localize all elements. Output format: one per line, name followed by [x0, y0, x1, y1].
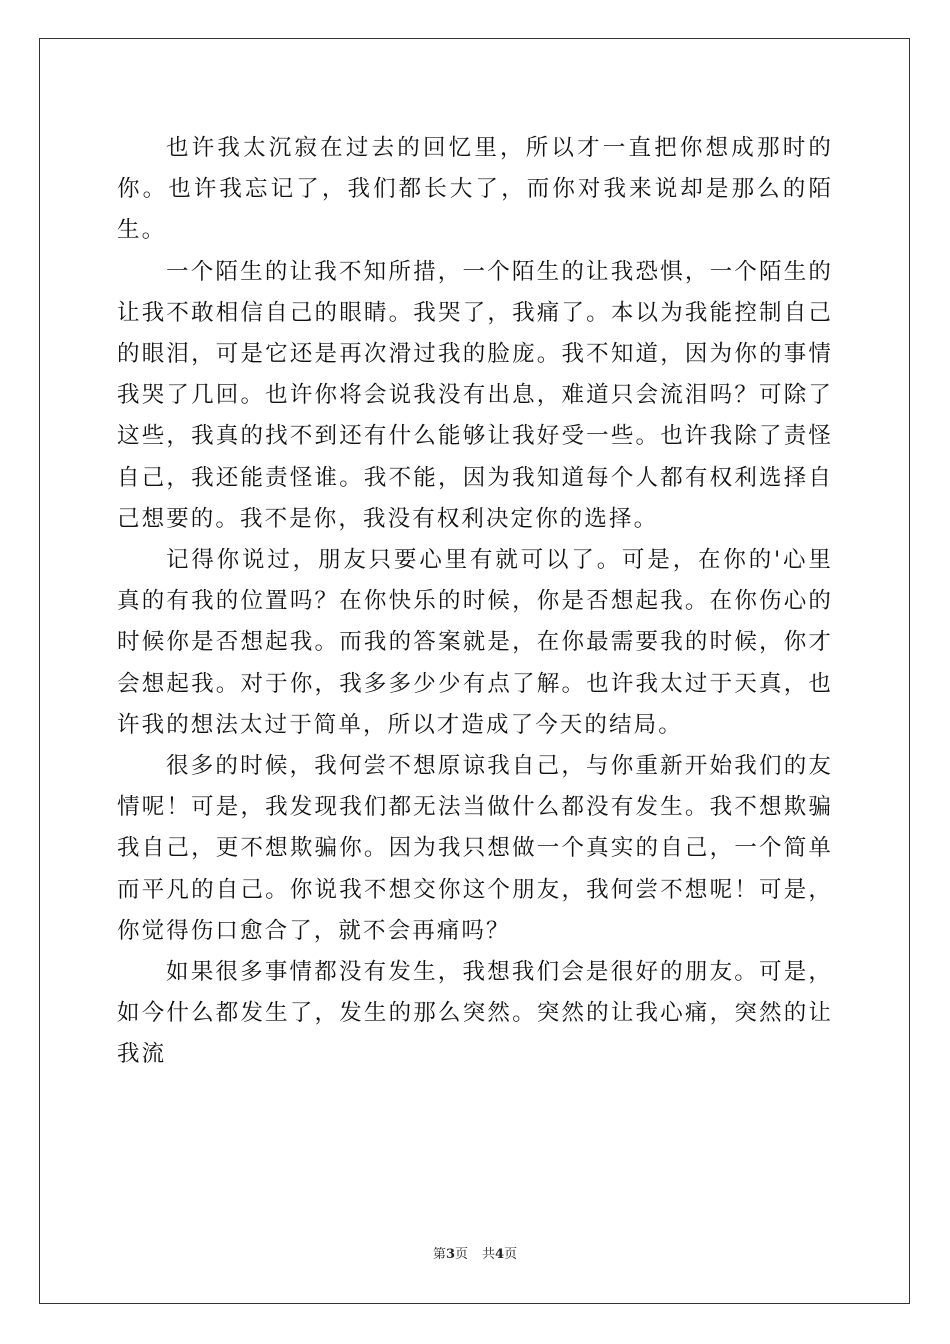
- paragraph-3: 记得你说过，朋友只要心里有就可以了。可是，在你的'心里真的有我的位置吗？在你快乐的时候，你是否想起我。在你伤心的时候你是否想起我。而我的答案就是，在你最需要我的时候，你才会想起我。对于你，我多多少少有点了解。也许我太过于天真，也许我的想法太过于简单，所以才造成了今天的结局。: [117, 547, 833, 738]
- document-body: [117, 128, 833, 1076]
- current-page-number: 3: [445, 1247, 455, 1262]
- total-page-number: 4: [495, 1247, 505, 1262]
- paragraph-2: 一个陌生的让我不知所措，一个陌生的让我恐惧，一个陌生的让我不敢相信自己的眼睛。我哭了，我痛了。本以为我能控制自己的眼泪，可是它还是再次滑过我的脸庞。我不知道，因为你的事情我哭了几回。也许你将会说我没有出息，难道只会流泪吗？可除了这些，我真的找不到还有什么能够让我好受一些。也许我除了责怪自己，我还能责怪谁。我不能，因为我知道每个人都有权利选择自己想要的。我不是你，我没有权利决定你的选择。: [117, 258, 833, 532]
- total-prefix: 共: [482, 1247, 496, 1262]
- page-prefix: 第: [432, 1247, 446, 1262]
- paragraph-1: 也许我太沉寂在过去的回忆里，所以才一直把你想成那时的你。也许我忘记了，我们都长大了，而你对我来说却是那么的陌生。: [117, 135, 833, 244]
- total-suffix: 页: [504, 1247, 518, 1262]
- paragraph-4: 很多的时候，我何尝不想原谅我自己，与你重新开始我们的友情呢！可是，我发现我们都无法当做什么都没有发生。我不想欺骗我自己，更不想欺骗你。因为我只想做一个真实的自己，一个简单而平凡的自己。你说我不想交你这个朋友，我何尝不想呢！可是，你觉得伤口愈合了，就不会再痛吗？: [117, 753, 833, 944]
- page-footer: [0, 1246, 950, 1264]
- page-suffix: 页: [454, 1247, 468, 1262]
- paragraph-5: 如果很多事情都没有发生，我想我们会是很好的朋友。可是，如今什么都发生了，发生的那么突然。突然的让我心痛，突然的让我流: [117, 959, 833, 1068]
